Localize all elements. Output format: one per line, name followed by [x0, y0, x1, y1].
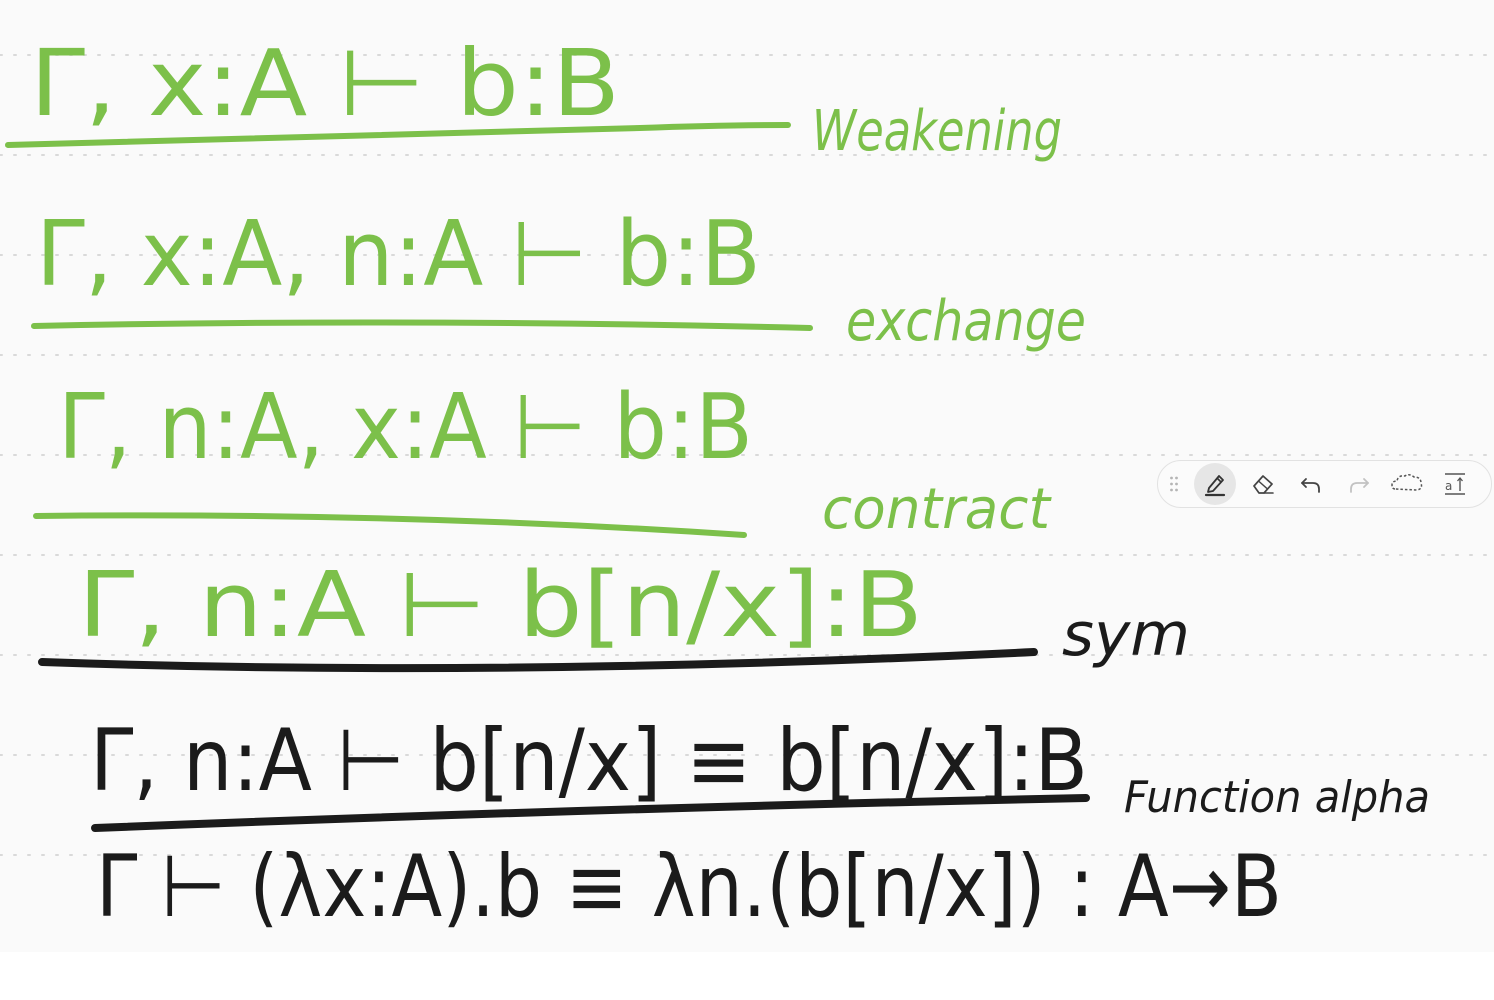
- pen-icon: [1202, 471, 1228, 497]
- inference-bar-2: [34, 322, 810, 328]
- judgement-line-1: Γ, x:A ⊢ b:B: [30, 30, 620, 137]
- inference-bar-3: [36, 515, 744, 535]
- rule-label-contract: contract: [822, 477, 1052, 542]
- pen-tool-button[interactable]: [1194, 463, 1236, 505]
- eraser-icon: [1250, 471, 1276, 497]
- lasso-tool-button[interactable]: [1386, 463, 1428, 505]
- eraser-tool-button[interactable]: [1242, 463, 1284, 505]
- rule-label-function-alpha: Function alpha: [1124, 772, 1430, 823]
- bottom-margin: [0, 952, 1494, 1000]
- floating-toolbar: [1157, 460, 1492, 508]
- rule-label-weakening: Weakening: [812, 99, 1062, 164]
- rule-label-sym: sym: [1062, 600, 1190, 670]
- judgement-line-6: Γ ⊢ (λx:A).b ≡ λn.(b[n/x]) : A→B: [96, 837, 1282, 937]
- judgement-line-3: Γ, n:A, x:A ⊢ b:B: [58, 375, 753, 480]
- svg-text:a: a: [1445, 479, 1453, 493]
- rule-label-exchange: exchange: [846, 289, 1086, 354]
- lasso-icon: [1390, 471, 1424, 497]
- undo-icon: [1298, 471, 1324, 497]
- undo-button[interactable]: [1290, 463, 1332, 505]
- text-insert-button[interactable]: [1434, 463, 1476, 505]
- text-insert-icon: [1442, 471, 1468, 497]
- drag-handle-icon[interactable]: [1168, 472, 1180, 496]
- redo-button[interactable]: [1338, 463, 1380, 505]
- judgement-line-2: Γ, x:A, n:A ⊢ b:B: [36, 202, 761, 307]
- judgement-line-5: Γ, n:A ⊢ b[n/x] ≡ b[n/x]:B: [90, 711, 1088, 811]
- redo-icon: [1346, 471, 1372, 497]
- judgement-line-4: Γ, n:A ⊢ b[n/x]:B: [78, 553, 924, 658]
